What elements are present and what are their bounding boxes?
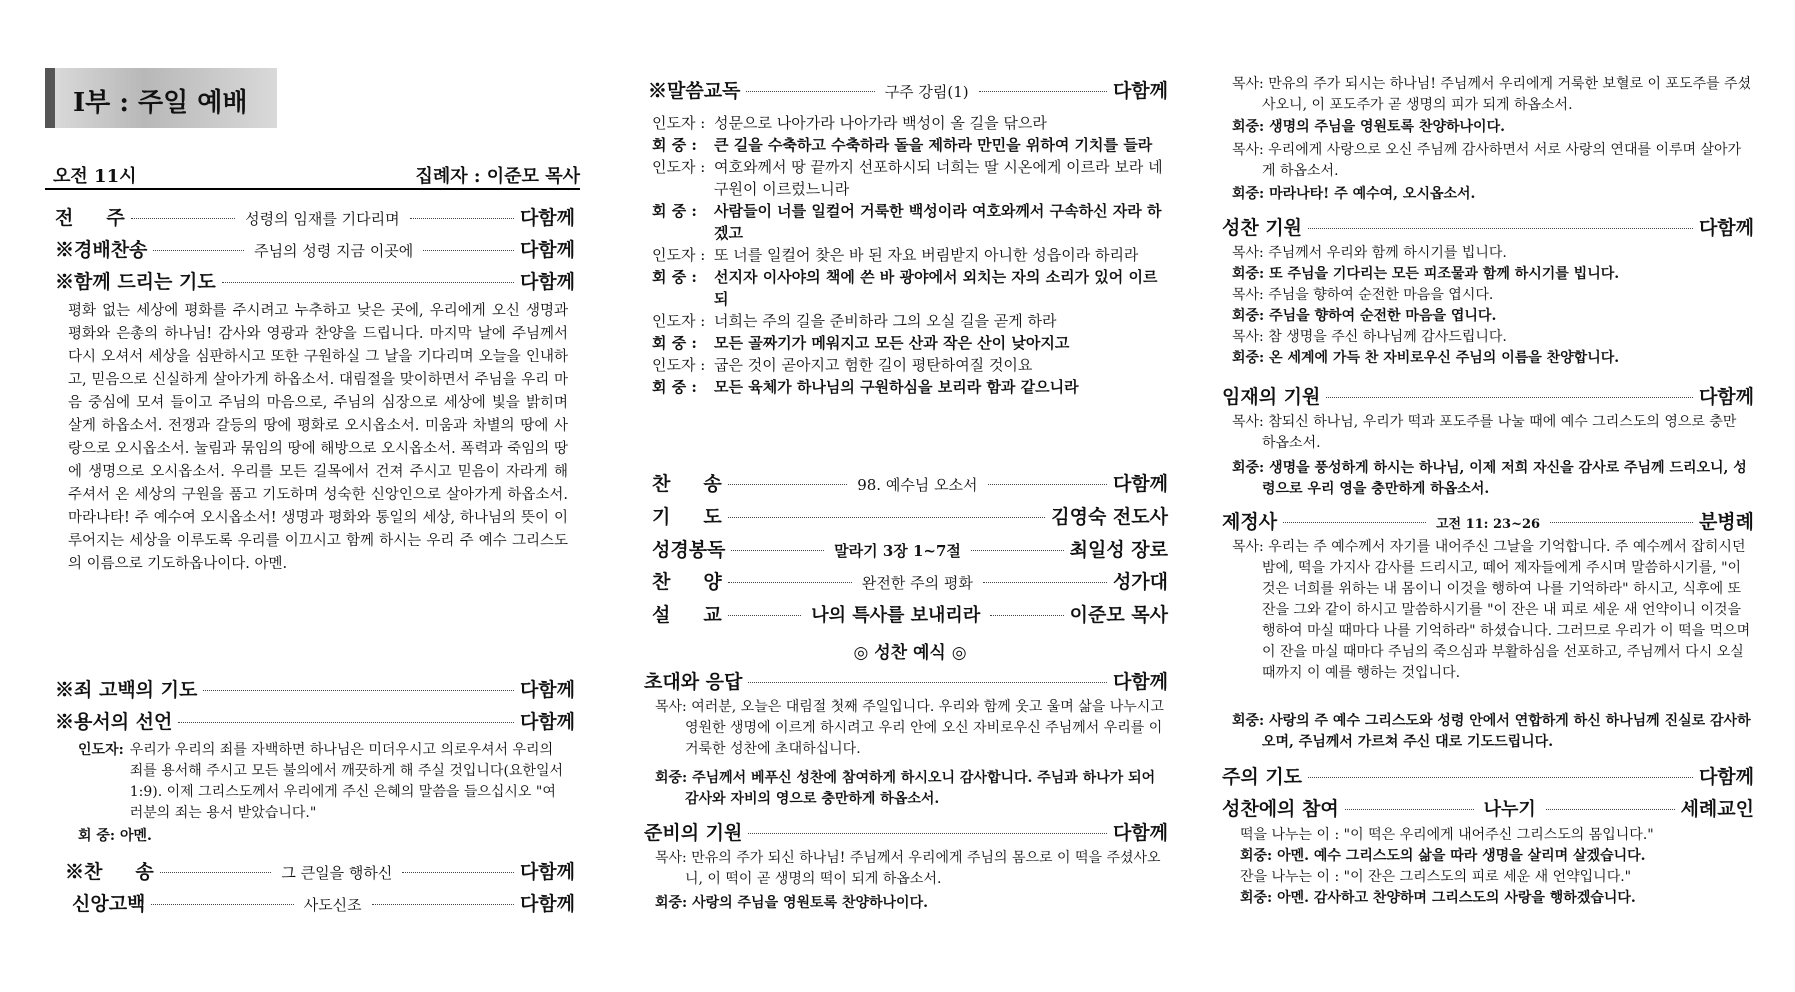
order-item-absolution (55, 707, 575, 734)
preparation-pastor-text: 목사: 만유의 주가 되신 하나님! 주님께서 우리에게 주님의 몸으로 이 떡을 주셨사오니, 이 떡이 곧 생명의 떡이 되게 하옵소서. (655, 850, 1161, 887)
reading-line (652, 266, 1167, 310)
item-performer: 다함께 (519, 893, 576, 915)
leader-dots (728, 615, 801, 616)
communion-prayer-lines (1232, 243, 1752, 369)
item-detail: 나의 특사를 보내리라 (811, 605, 981, 626)
institution-pastor-text: 목사: 우리는 주 예수께서 자기를 내어주신 그날을 기억합니다. 주 예수께서 잡히시던 밤에, 떡을 가지사 감사를 드리시고, 떼어 제자들에게 주시며 말씀하시기를, "이것은 너희를 위하는 내 몸이니 이것을 행하여 나를 기억하라" 하시고, 식후에 또 잔을 그와 같이 하시고 말씀하시기를 "이 잔은 내 피로 세운 새 언약이니 이것을 행하여 마실 때마다 나를 기억하라" 하셨습니다. 그러므로 우리가 이 떡을 먹으며 이 잔을 마실 때마다 주님의 죽으심과 부활하심을 선포하고, 주님께서 다시 오실 때까지 이 예를 행하는 것입니다. (1232, 539, 1751, 681)
epiclesis-pastor-text: 목사: 참되신 하나님, 우리가 떡과 포도주를 나눌 때에 예수 그리스도의 영으로 충만 하옵소서. (1232, 414, 1737, 451)
invitation-pastor-text: 목사: 여러분, 오늘은 대림절 첫째 주일입니다. 우리와 함께 웃고 울며 삶을 나누시고 영원한 생명에 이르게 하시려고 우리 안에 오신 자비로우신 주님께서 우리를 이 거룩한 성찬에 초대하십니다. (655, 699, 1164, 757)
leader-dots (402, 872, 514, 873)
speaker-label: 회 중 : (652, 136, 697, 154)
order-item-hymn2 (65, 857, 575, 884)
item-performer: 다함께 (519, 239, 576, 261)
preparation-response: 회중: 사랑의 주님을 영원토록 찬양하나이다. (655, 895, 928, 911)
cup-response: 회중: 생명의 주님을 영원토록 찬양하나이다. (1232, 119, 1505, 135)
order-item-preparation (644, 818, 1168, 845)
speaker-label: 인도자 : (652, 312, 706, 330)
item-performer: 다함께 (1112, 671, 1168, 693)
order-item-confession (55, 675, 575, 702)
item-detail: 나누기 (1483, 799, 1536, 820)
institution-response-text: 회중: 사랑의 주 예수 그리스도와 성령 안에서 연합하게 하신 하나님께 진실로 감사하오며, 주님께서 가르쳐 주신 대로 기도드립니다. (1232, 713, 1751, 750)
pastor-line: 목사: 주님을 향하여 순전한 마음을 엽시다. (1232, 287, 1494, 303)
item-detail: 사도신조 (303, 896, 362, 914)
cup-pastor-text: 목사: 만유의 주가 되시는 하나님! 주님께서 우리에게 거룩한 보혈로 이 포도주를 주셨사오니, 이 포도주가 곧 생명의 피가 되게 하옵소서. (1232, 76, 1752, 113)
solidarity-pastor-text: 목사: 우리에게 사랑으로 오신 주님께 감사하면서 서로 사랑의 연대를 이루며 살아가게 하옵소서. (1232, 142, 1742, 179)
speaker-label: 회 중 : (652, 202, 697, 220)
order-item-communion-prayer (1222, 213, 1754, 240)
leader-dots (971, 550, 1064, 551)
order-item-institution (1222, 507, 1754, 534)
order-item-anthem (652, 567, 1168, 594)
absolution-text: 우리가 우리의 죄를 자백하면 하나님은 미더우시고 의로우셔서 우리의 죄를 용서해 주시고 모든 불의에서 깨끗하게 해 주실 것입니다(요한일서 1:9). 이제 그리스도께서 우리에게 주신 은혜의 말씀을 들으십시오 "여러분의 죄는 용서 받았습니다." (129, 742, 564, 821)
order-item-prelude (55, 203, 575, 230)
item-detail: 고전 11: 23~26 (1435, 517, 1541, 532)
leader-dots (151, 904, 293, 905)
leader-dots (222, 282, 514, 283)
leader-dots (746, 91, 874, 92)
order-item-lords-prayer (1222, 762, 1754, 789)
item-detail: 말라기 3장 1~7절 (834, 542, 961, 560)
item-label: ※말씀교독 (648, 80, 741, 102)
item-performer: 다함께 (1112, 473, 1169, 495)
reading-line (652, 354, 1167, 376)
congregation-line: 회중: 온 세계에 가득 찬 자비로우신 주님의 이름을 찬양합니다. (1232, 350, 1620, 366)
invitation-response-text: 회중: 주님께서 베푸신 성찬에 참여하게 하시오니 감사합니다. 주님과 하나가 되어 감사와 자비의 영으로 충만하게 하옵소서. (655, 770, 1156, 807)
item-performer: 다함께 (1698, 766, 1754, 788)
item-label: 성찬에의 참여 (1222, 798, 1339, 820)
item-detail: 98. 예수님 오소서 (857, 476, 978, 494)
reading-text: 모든 골짜기가 메워지고 모든 산과 작은 산이 낮아지고 (714, 334, 1070, 352)
epiclesis-pastor (1232, 412, 1752, 454)
order-item-hymn (652, 469, 1168, 496)
item-detail: 완전한 주의 평화 (861, 574, 973, 592)
reading-text: 굽은 것이 곧아지고 험한 길이 평탄하여질 것이요 (714, 356, 1033, 374)
pastor-line: 목사: 주님께서 우리와 함께 하시기를 빕니다. (1232, 245, 1507, 261)
item-performer: 다함께 (519, 861, 576, 883)
leader-dots (731, 550, 824, 551)
item-label: ※경배찬송 (55, 239, 148, 261)
order-item-invitation (644, 667, 1168, 694)
speaker-label: 인도자 : (652, 114, 706, 132)
leader-dots (1546, 809, 1675, 810)
leader-dots (203, 690, 514, 691)
item-performer: 최일성 장로 (1069, 539, 1168, 561)
reading-line (652, 134, 1167, 156)
service-leader: 집례자 : 이준모 목사 (415, 166, 580, 187)
communion-section-title: ◎ 성찬 예식 ◎ (853, 643, 967, 663)
congregation-line: 회중: 아멘. 예수 그리스도의 삶을 따라 생명을 살리며 살겠습니다. (1240, 848, 1646, 864)
reading-text: 모든 육체가 하나님의 구원하심을 보리라 함과 같으니라 (714, 378, 1079, 396)
congregation-line: 회중: 또 주님을 기다리는 모든 피조물과 함께 하시기를 빕니다. (1232, 266, 1620, 282)
reading-line (652, 156, 1167, 200)
reading-text: 또 너를 일컬어 찾은 바 된 자요 버림받지 아니한 성읍이라 하리라 (714, 246, 1139, 264)
speaker-label: 인도자: (78, 742, 124, 758)
item-performer: 다함께 (1698, 386, 1754, 408)
item-performer: 다함께 (519, 207, 576, 229)
service-time: 오전 11시 (53, 166, 137, 187)
absolution-response: 회 중: 아멘. (78, 828, 152, 844)
reading-text: 성문으로 나아가라 나아가라 백성이 올 길을 닦으라 (714, 114, 1047, 132)
leader-dots (160, 872, 272, 873)
item-performer: 다함께 (519, 271, 575, 293)
speaker-label: 인도자 : (652, 356, 706, 374)
speaker-label: 회 중 : (652, 268, 697, 286)
item-label: 찬 양 (652, 571, 722, 593)
institution-response (1232, 711, 1752, 753)
order-item-scripture (652, 535, 1168, 562)
speaker-label: 회 중 : (652, 334, 697, 352)
order-item-responsive-reading (648, 76, 1168, 103)
item-label: ※용서의 선언 (55, 711, 173, 733)
item-performer: 다함께 (519, 679, 575, 701)
leader-dots (1283, 522, 1426, 523)
speaker-label: 회 중 : (652, 378, 697, 396)
item-label: ※죄 고백의 기도 (55, 679, 198, 701)
solidarity-pastor (1232, 140, 1752, 182)
leader-dots (1550, 522, 1693, 523)
leader-dots (1308, 777, 1693, 778)
leader-dots (748, 682, 1107, 683)
distributor-line: 잔을 나누는 이 : "이 잔은 그리스도의 피로 세운 새 언약입니다." (1240, 869, 1632, 885)
leader-dots (178, 722, 514, 723)
leader-dots (979, 91, 1107, 92)
item-label: 전 주 (55, 207, 125, 229)
invitation-pastor (655, 697, 1165, 760)
item-label: 기 도 (652, 506, 722, 528)
reading-line (652, 244, 1167, 266)
order-item-hymn1 (55, 235, 575, 262)
leader-dots (728, 484, 847, 485)
reading-text: 선지자 이사야의 책에 쓴 바 광야에서 외치는 자의 소리가 있어 이르되 (714, 268, 1158, 308)
reading-line (652, 376, 1167, 398)
reading-line (652, 310, 1167, 332)
leader-dots (410, 218, 514, 219)
leader-dots (423, 250, 514, 251)
preparation-pastor (655, 848, 1165, 890)
distributor-line: 떡을 나누는 이 : "이 떡은 우리에게 내어주신 그리스도의 몸입니다." (1240, 827, 1654, 843)
service-title: I부 : 주일 예배 (73, 88, 248, 118)
item-label: 성경봉독 (652, 539, 726, 561)
cup-pastor (1232, 74, 1752, 116)
item-performer: 분병례 (1698, 511, 1755, 533)
item-label: ※찬 송 (65, 861, 154, 883)
leader-dots (990, 615, 1063, 616)
item-label: 임재의 기원 (1222, 386, 1321, 408)
item-label: 찬 송 (652, 473, 722, 495)
order-item-creed (72, 889, 575, 916)
leader-dots (372, 904, 514, 905)
reading-line (652, 332, 1167, 354)
order-item-sermon (652, 600, 1168, 627)
speaker-label: 인도자 : (652, 158, 706, 176)
leader-dots (1308, 228, 1693, 229)
leader-dots (153, 250, 244, 251)
item-performer: 다함께 (1112, 822, 1168, 844)
item-label: 준비의 기원 (644, 822, 743, 844)
epiclesis-response (1232, 458, 1752, 500)
order-item-prayer2 (652, 502, 1168, 529)
leader-dots (131, 218, 235, 219)
item-performer: 다함께 (1112, 80, 1168, 102)
reading-text: 큰 길을 수축하고 수축하라 돌을 제하라 만민을 위하여 기치를 들라 (714, 136, 1153, 154)
leader-dots (1326, 397, 1693, 398)
reading-text: 너희는 주의 길을 준비하라 그의 오실 길을 곧게 하라 (714, 312, 1057, 330)
invitation-response (655, 768, 1165, 810)
item-performer: 성가대 (1112, 571, 1169, 593)
section-header-box (45, 68, 277, 128)
item-performer: 다함께 (1698, 217, 1754, 239)
item-label: 제정사 (1222, 511, 1278, 533)
responsive-reading-list (652, 112, 1167, 398)
item-label: ※함께 드리는 기도 (55, 271, 216, 293)
maranatha-response: 회중: 마라나타! 주 예수여, 오시옵소서. (1232, 186, 1476, 202)
service-meta (45, 160, 580, 190)
item-performer: 세례교인 (1680, 798, 1754, 820)
institution-pastor (1232, 537, 1752, 684)
leader-dots (748, 833, 1107, 834)
pastor-line: 목사: 참 생명을 주신 하나님께 감사드립니다. (1232, 329, 1507, 345)
reading-line (652, 112, 1167, 134)
item-performer: 김영숙 전도사 (1051, 506, 1168, 528)
item-performer: 이준모 목사 (1069, 604, 1168, 626)
item-detail: 그 큰일을 행하신 (281, 864, 393, 882)
item-label: 성찬 기원 (1222, 217, 1303, 239)
item-label: 설 교 (652, 604, 722, 626)
prayer-text: 평화 없는 세상에 평화를 주시려고 누추하고 낮은 곳에, 우리에게 오신 생명과 평화와 은총의 하나님! 감사와 영광과 찬양을 드립니다. 마지막 날에 주님께서 다시 오셔서 세상을 심판하시고 또한 구원하실 그 날을 기다리며 오늘을 인내하고, 믿음으로 신실하게 살아가게 하옵소서. 대림절을 맞이하면서 주님을 우리 마음 중심에 모셔 들이고 주님의 마음으로, 주님의 심장으로 세상에 빛을 밝히며 살게 하옵소서. 전쟁과 갈등의 땅에 평화로 오시옵소서. 미움과 차별의 땅에 사랑으로 오시옵소서. 눌림과 묶임의 땅에 해방으로 오시옵소서. 폭력과 죽임의 땅에 생명으로 오시옵소서. 우리를 모든 길목에서 건져 주시고 믿음이 자라게 해 주셔서 온 세상의 구원을 품고 기도하며 성숙한 신앙인으로 살아가게 하옵소서. 마라나타! 주 예수여 오시옵소서! 생명과 평화와 통일의 세상, 하나님의 뜻이 이루어지는 세상을 이루도록 우리를 이끄시고 함께 하시는 우리 주 예수 그리스도의 이름으로 기도하옵나이다. 아멘. (68, 303, 568, 572)
leader-dots (728, 517, 1045, 518)
partaking-lines (1240, 825, 1755, 909)
speaker-label: 인도자 : (652, 246, 706, 264)
reading-text: 여호와께서 땅 끝까지 선포하시되 너희는 딸 시온에게 이르라 보라 네 구원이 이르렀느니라 (714, 158, 1163, 198)
item-label: 초대와 응답 (644, 671, 743, 693)
item-label: 신앙고백 (72, 893, 146, 915)
item-detail: 성령의 임재를 기다리며 (245, 210, 400, 228)
leader-dots (988, 484, 1107, 485)
order-item-epiclesis (1222, 382, 1754, 409)
epiclesis-response-text: 회중: 생명을 풍성하게 하시는 하나님, 이제 저희 자신을 감사로 주님께 드리오니, 성령으로 우리 영을 충만하게 하옵소서. (1232, 460, 1747, 497)
leader-dots (1345, 809, 1474, 810)
leader-dots (728, 582, 852, 583)
leader-dots (983, 582, 1107, 583)
item-detail: 주님의 성령 지금 이곳에 (254, 242, 414, 260)
order-item-prayer (55, 267, 575, 294)
reading-line (652, 200, 1167, 244)
order-item-partaking (1222, 794, 1754, 821)
item-label: 주의 기도 (1222, 766, 1303, 788)
item-performer: 다함께 (519, 711, 575, 733)
item-detail: 구주 강림(1) (884, 83, 969, 101)
reading-text: 사람들이 너를 일컬어 거룩한 백성이라 여호와께서 구속하신 자라 하겠고 (714, 202, 1162, 242)
absolution-leader (78, 740, 568, 824)
congregation-line: 회중: 주님을 향하여 순전한 마음을 엽니다. (1232, 308, 1497, 324)
congregation-line: 회중: 아멘. 감사하고 찬양하며 그리스도의 사랑을 행하겠습니다. (1240, 890, 1636, 906)
